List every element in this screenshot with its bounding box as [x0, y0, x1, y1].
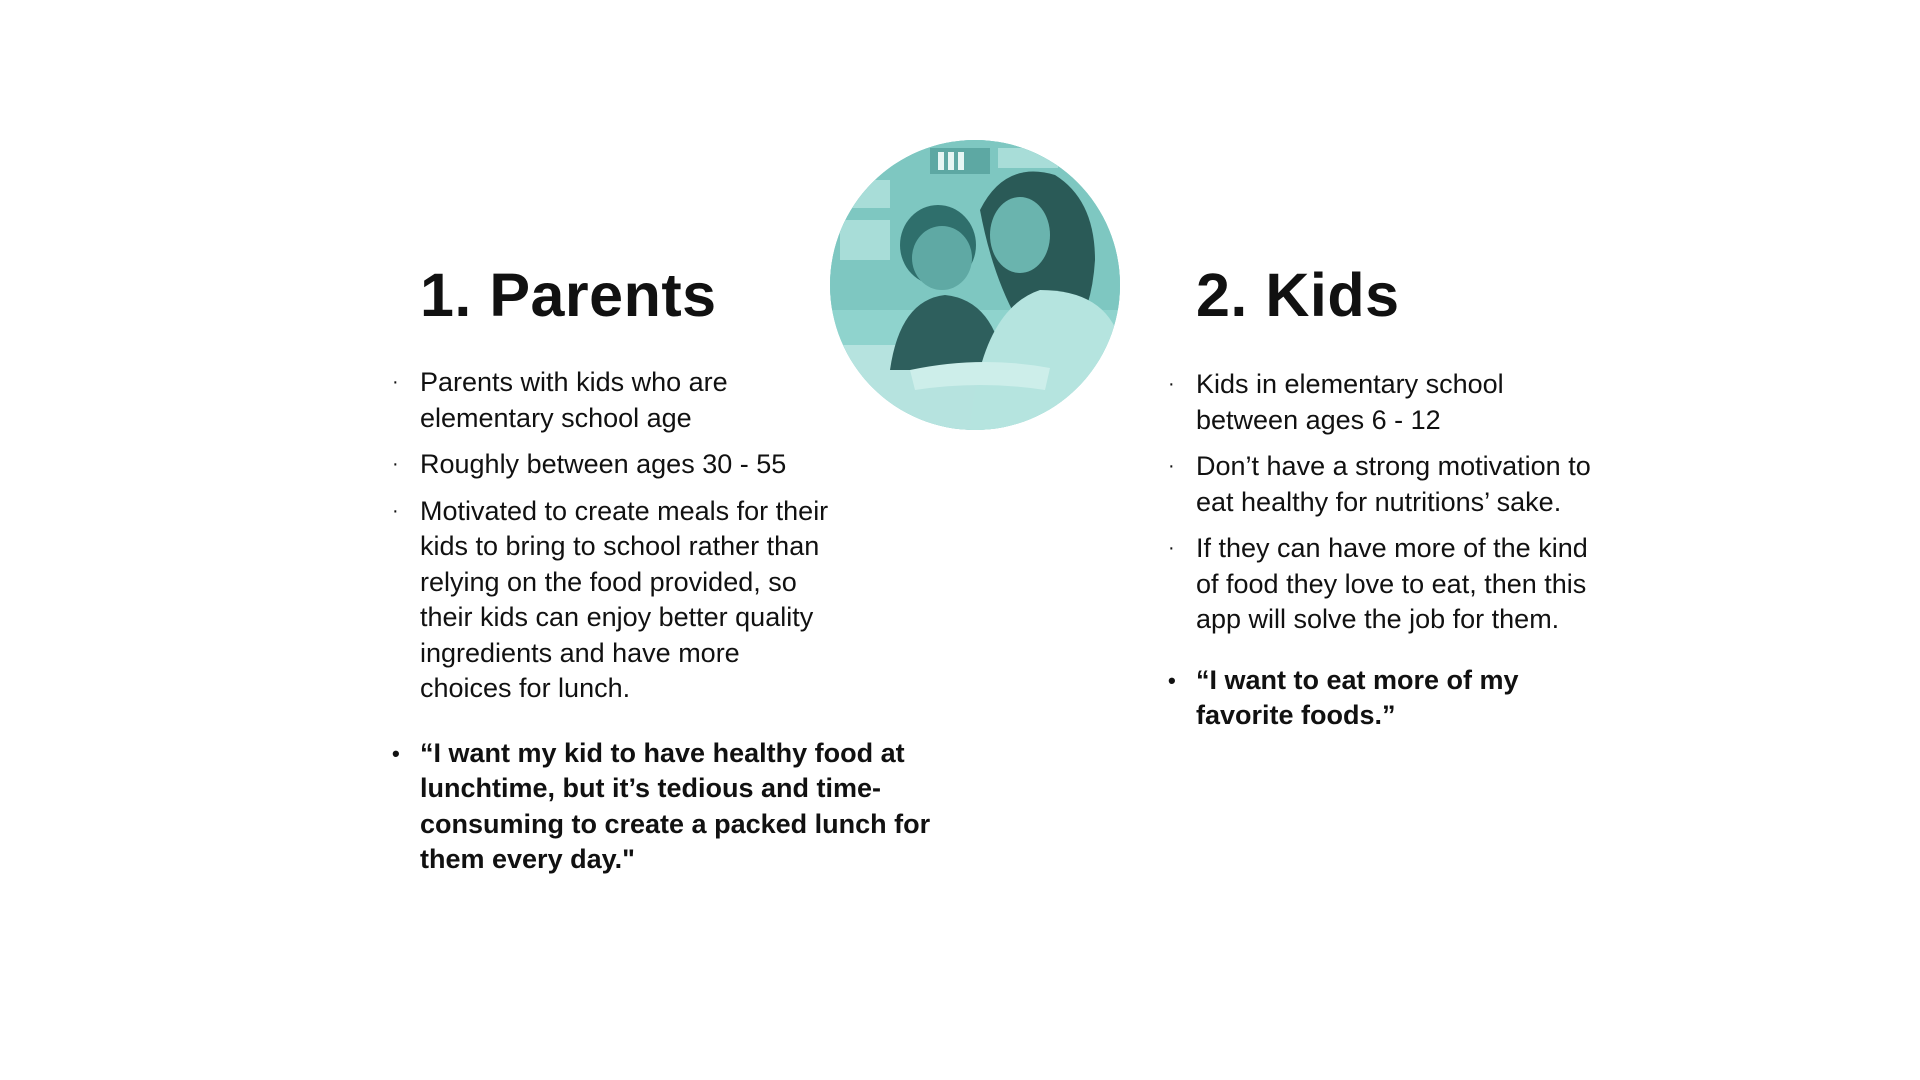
- bullet-text: Don’t have a strong motivation to eat healthy for nutritions’ sake.: [1196, 451, 1591, 517]
- bullet-icon: ·: [392, 453, 399, 475]
- bullet-icon: ·: [392, 499, 399, 522]
- quote-text: “I want to eat more of my favorite foods.”: [1196, 664, 1519, 730]
- bullet-text: Parents with kids who are elementary school age: [420, 367, 728, 433]
- quote-bullet-icon: •: [1168, 667, 1176, 693]
- bullet-text: If they can have more of the kind of food they love to eat, then this app will solve the job for them.: [1196, 533, 1588, 634]
- list-item: [1168, 531, 1608, 638]
- kids-column: [1168, 255, 1728, 734]
- bullet-icon: ·: [1168, 455, 1175, 477]
- bullet-text: Motivated to create meals for their kids to bring to school rather than relying on the food provided, so their kids can enjoy better quality ingredients and have more choices for lunch.: [420, 495, 829, 703]
- bullet-icon: ·: [392, 371, 399, 393]
- bullet-text: Roughly between ages 30 - 55: [420, 449, 787, 479]
- bullet-text: Kids in elementary school between ages 6 - 12: [1196, 369, 1504, 435]
- parents-heading: 1. Parents: [420, 261, 717, 329]
- parents-column: [392, 255, 1012, 878]
- kids-heading: 2. Kids: [1196, 261, 1400, 329]
- list-item: [392, 447, 832, 483]
- parents-bullets: [392, 365, 832, 707]
- list-item: [392, 365, 832, 436]
- kids-quote: [1168, 663, 1636, 734]
- list-item: [1168, 449, 1608, 520]
- bullet-icon: ·: [1168, 373, 1175, 395]
- list-item: [392, 494, 832, 707]
- kids-bullets: [1168, 367, 1608, 638]
- quote-text: “I want my kid to have healthy food at lunchtime, but it’s tedious and time- consuming to create a packed lunch for them every day.": [420, 737, 931, 874]
- parents-quote: [392, 736, 980, 878]
- list-item: [1168, 367, 1608, 438]
- bullet-icon: ·: [1168, 537, 1175, 559]
- quote-bullet-icon: •: [392, 740, 400, 766]
